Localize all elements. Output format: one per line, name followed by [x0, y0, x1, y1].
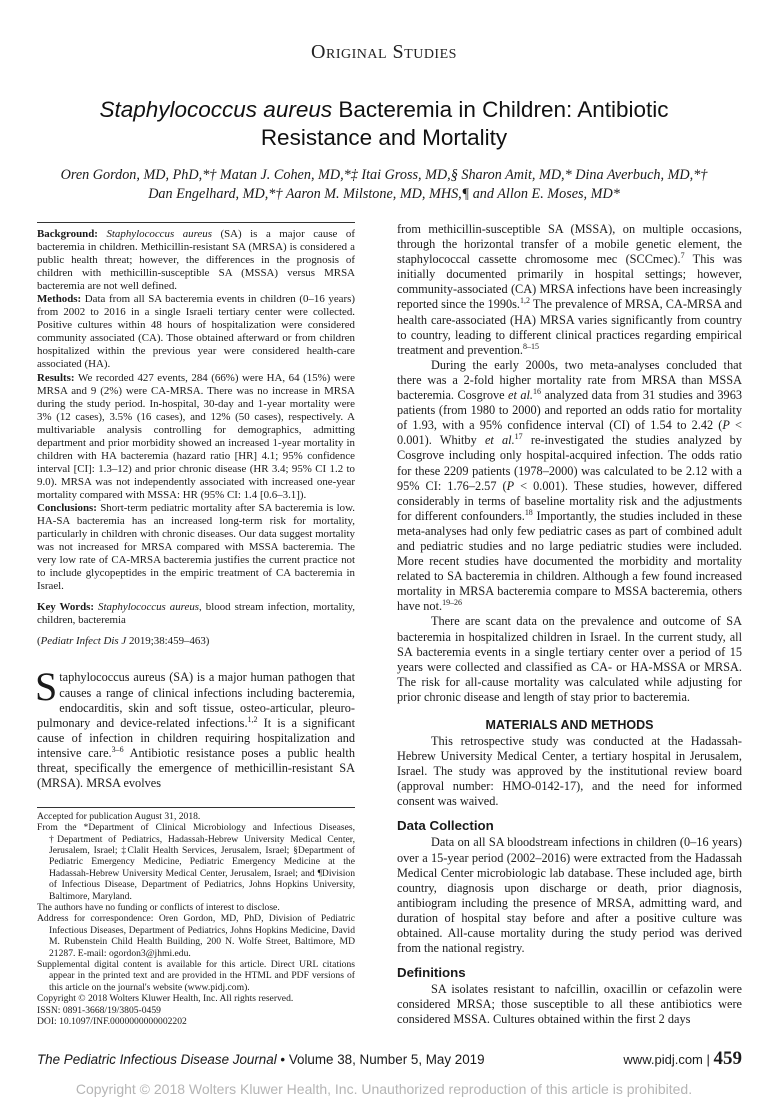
two-column-body: [0, 222, 768, 1028]
authors-line-1: Oren Gordon, MD, PhD,*† Matan J. Cohen, MD,*‡ Itai Gross, MD,§ Sharon Amit, MD,* Dina Averbuch, MD,*†: [60, 167, 708, 183]
intro-paragraph-4: There are scant data on the prevalence and outcome of SA bacteremia in hospitalized children in Israel. In the current study, all SA bacteremia events in a single tertiary center over a period of 15 years were collected and classified as CA- or HA-MSSA or MRSA. The risk for all-cause mortality was calculated while adjusting for prior chronic disease and length of stay prior to bacteremia.: [397, 614, 742, 704]
author-list: [20, 166, 748, 204]
reference-citation: 16: [533, 386, 541, 396]
heading-definitions: Definitions: [397, 965, 466, 981]
methods-paragraph-3: SA isolates resistant to nafcillin, oxacillin or cefazolin were considered MRSA; those susceptible to all these antibiotics were considered MSSA. Cultures obtained within the first 2 days: [397, 982, 742, 1027]
run-italic: Staphylococcus aureus: [98, 601, 200, 614]
journal-name: The Pediatric Infectious Disease Journal: [37, 1051, 277, 1067]
abstract-methods: Methods: Data from all SA bacteremia events in children (0–16 years) from 2002 to 2016 in a single Israeli tertiary center were collected. Positive cultures within 48 hours of hospitalization were considered community associated (CA). Those obtained afterward or from children hospitalized within the previous year were considered health-care associated (HA).: [37, 293, 355, 371]
title-rest: Bacteremia in Children: Antibiotic Resistance and Mortality: [260, 97, 669, 150]
intro-paragraph-1: taphylococcus aureus (SA) is a major human pathogen that causes a range of clinical infections including bacteremia, endocarditis, skin and soft tissue, osteo-articular, pleuro-pulmonary and device-related infections.$^{1,2}$ It is a significant cause of infection in children requiring hospitalization and intensive care.$^{3-6}$ Antibiotic resistance poses a public health threat, specifically the emergence of methicillin-resistant SA (MRSA). MRSA evolves: [37, 670, 355, 791]
title-italic: Staphylococcus aureus: [99, 97, 333, 122]
footnote: Accepted for publication August 31, 2018.: [37, 810, 201, 822]
reference-citation: 17: [514, 432, 523, 442]
issue-info: Volume 38, Number 5, May 2019: [288, 1051, 485, 1067]
methods-paragraph-2: Data on all SA bloodstream infections in children (0–16 years) over a 15-year period (2002–2016) were extracted from the Hadassah Medical Center microbiologic lab database. These included age, birth country, diagnosis upon discharge or death, prior diagnosis, antibiogram including the presence of MRSA, admitting ward, and duration of hospital stay before and after a positive culture was obtained. All-cause mortality during the study period was derived from the national registry.: [397, 835, 742, 956]
footnote: Address for correspondence: Oren Gordon, MD, PhD, Division of Pediatric Infectious Diseases, Department of Pediatrics, Johns Hopkins Medicine, David M. Rubenstein Child Health Building, 200 N. Wolfe Street, Baltimore, MD 21287. E-mail: ogordon3@jhmi.edu.: [37, 913, 355, 959]
footer-page-info: [623, 1048, 742, 1070]
abstract-results: Results: We recorded 427 events, 284 (66%) were HA, 64 (15%) were MRSA and 9 (2%) were CA-MRSA. There was no increase in MRSA during the study period. In-hospital, 30-day and 1-year mortality were 3% (12 cases), 3.5% (16 cases), and 12% (50 cases), respectively. A multivariable analysis controlling for demographics, admitting department and prior morbidity showed an increased 1-year mortality in children with HA bacteremia (hazard ratio [HR] 4.1; 95% confidence interval [CI]: 1.3–12) and prior chronic disease (HR 3.4; 95% CI 1.2 to 9.0). MRSA was not independently associated with increased one-year mortality compared with MSSA: HR (95% CI: 1.4 [0.6–3.1]).: [37, 371, 355, 501]
footnote: Supplemental digital content is available for this article. Direct URL citations appear in the printed text and are provided in the HTML and PDF versions of this article on the journal's website (www.pidj.com).: [37, 959, 355, 993]
methods-paragraph-1: This retrospective study was conducted at the Hadassah-Hebrew University Medical Center, a tertiary hospital in Jerusalem, Israel. The study was approved by the institutional review board (approval number: HMO-0142-17), and the need for informed consent was waived.: [397, 734, 742, 809]
page-number: 459: [713, 1047, 742, 1069]
drop-cap: S: [35, 664, 58, 710]
run-italic: et al.: [484, 433, 515, 448]
run-label: Background:: [37, 228, 107, 240]
footer-bullet: •: [276, 1051, 289, 1067]
footnotes: [37, 807, 355, 1028]
reference-citation: 1,2: [520, 296, 530, 306]
reference-citation: 18: [524, 507, 533, 517]
run-label: Results:: [37, 371, 79, 384]
authors-line-2: Dan Engelhard, MD,*† Aaron M. Milstone, MD, MHS,¶ and Allon E. Moses, MD*: [148, 186, 620, 202]
run-italic: P: [722, 418, 730, 433]
journal-website[interactable]: www.pidj.com: [623, 1051, 703, 1067]
heading-data-collection: Data Collection: [397, 818, 494, 834]
reference-citation: 19–26: [442, 598, 463, 608]
right-column: [397, 222, 742, 1028]
copyright-watermark: Copyright © 2018 Wolters Kluwer Health, Inc. Unauthorized reproduction of this article is prohibited.: [75, 1080, 693, 1097]
keywords: Key Words: Staphylococcus aureus, blood stream infection, mortality, children, bacteremia: [37, 601, 355, 627]
footnote: DOI: 10.1097/INF.0000000000002202: [37, 1016, 187, 1028]
abstract-background: Background: Staphylococcus aureus (SA) is a major cause of bacteremia in children. Methicillin-resistant SA (MRSA) is considered a public health threat; however, the differences in the prognosis of children with methicillin-susceptible SA (MSSA) versus MRSA bacteremia are not well defined.: [37, 228, 355, 293]
run-italic: Staphylococcus aureus: [106, 228, 212, 240]
intro-paragraph-3: During the early 2000s, two meta-analyses concluded that there was a 2-fold higher mortality rate from MRSA than MSSA bacteremia. Cosgrove et al.$^{16}$ analyzed data from 31 studies and 3963 patients (from 1980 to 2000) and reported an odds ratio for mortality of 1.93, with a 95% confidence interval (CI) of 1.54 to 2.42 (P < 0.001). Whitby et al.$^{17}$ re-investigated the studies analyzed by Cosgrove including only hospital-acquired infection. The odds ratio for these 2209 patients (1978–2000) was calculated to be 2.12 with a 95% CI: 1.76–2.57 (P < 0.001). These studies, however, differed considerably in terms of baseline mortality risk and the adjustments for different confounders.$^{18}$ Importantly, the studies included in these meta-analyses had only few pediatric cases as part of combined adult and pediatric studies and no large pediatric studies were included. More recent studies have documented the morbidity and mortality related to SA bacteremia in children. Although a few found increased mortality in MRSA bacteremia compare to MSSA bacteremia, others have not.$^{19-26}$: [397, 357, 743, 614]
footnote: Copyright © 2018 Wolters Kluwer Health, Inc. All rights reserved.: [37, 993, 294, 1005]
page-footer: [0, 1048, 768, 1070]
abstract: [37, 222, 355, 648]
heading-materials-methods: MATERIALS AND METHODS: [485, 718, 654, 732]
reference-citation: 7: [680, 251, 685, 261]
reference-citation: 1,2: [247, 714, 258, 724]
citation: (Pediatr Infect Dis J 2019;38:459–463): [37, 635, 210, 648]
left-column: [37, 222, 355, 1028]
run-italic: et al.: [508, 388, 534, 403]
footnote: ISSN: 0891-3668/19/3805-0459: [37, 1004, 161, 1016]
run-italic: Pediatr Infect Dis J: [40, 635, 127, 648]
article-title: [60, 96, 708, 152]
footer-journal-info: [37, 1052, 485, 1067]
abstract-conclusions: Conclusions: Short-term pediatric mortality after SA bacteremia is low. HA-SA bacteremia has an increased long-term risk for mortality, particularly in children with chronic diseases. Our data suggest mortality was not increased for MRSA compared with MSSA bacteremia. The very low rate of CA-MRSA bacteremia justifies the current practice not to include glycopeptides in the empiric treatment of CA bacteremia in Israel.: [37, 501, 355, 593]
column-spacer: [37, 791, 355, 805]
footnote: The authors have no funding or conflicts of interest to disclose.: [37, 902, 280, 914]
footnote: From the *Department of Clinical Microbiology and Infectious Diseases, †Department of Pediatrics, Hadassah-Hebrew University Medical Center, Jerusalem, Israel; ‡Clalit Health Services, Jerusalem, Israel; §Department of Pediatric Emergency Medicine, Pediatric Emergency Medicine at the Hadassah-Hebrew University Medical Center, Jerusalem, Israel; and ¶Division of Infectious Disease, Department of Pediatrics, Johns Hopkins University, Baltimore, Maryland.: [37, 822, 355, 902]
run-italic: P: [506, 478, 515, 493]
footer-separator: |: [702, 1051, 714, 1067]
reference-citation: 3–6: [111, 744, 124, 754]
intro-paragraph-2: from methicillin-susceptible SA (MSSA), on multiple occasions, through the horizontal transfer of a mobile genetic element, the staphylococcal cassette chromosome mec (SCCmec).$^7$ This was initially documented primarily in hospital settings; however, community-associated (CA) MRSA infections have been increasingly reported since the 1990s.$^{1,2}$ The prevalence of MRSA, CA-MRSA and health care-associated (HA) MRSA varies significantly from country to country, leading to different clinical practices regarding empirical treatment and prevention.$^{8-15}$: [397, 222, 743, 357]
introduction-start: [35, 664, 355, 791]
run-label: Methods:: [37, 293, 85, 306]
run-label: Key Words:: [37, 601, 99, 614]
section-label: Original Studies: [311, 41, 457, 63]
reference-citation: 8–15: [523, 341, 539, 351]
run-label: Conclusions:: [37, 501, 101, 514]
